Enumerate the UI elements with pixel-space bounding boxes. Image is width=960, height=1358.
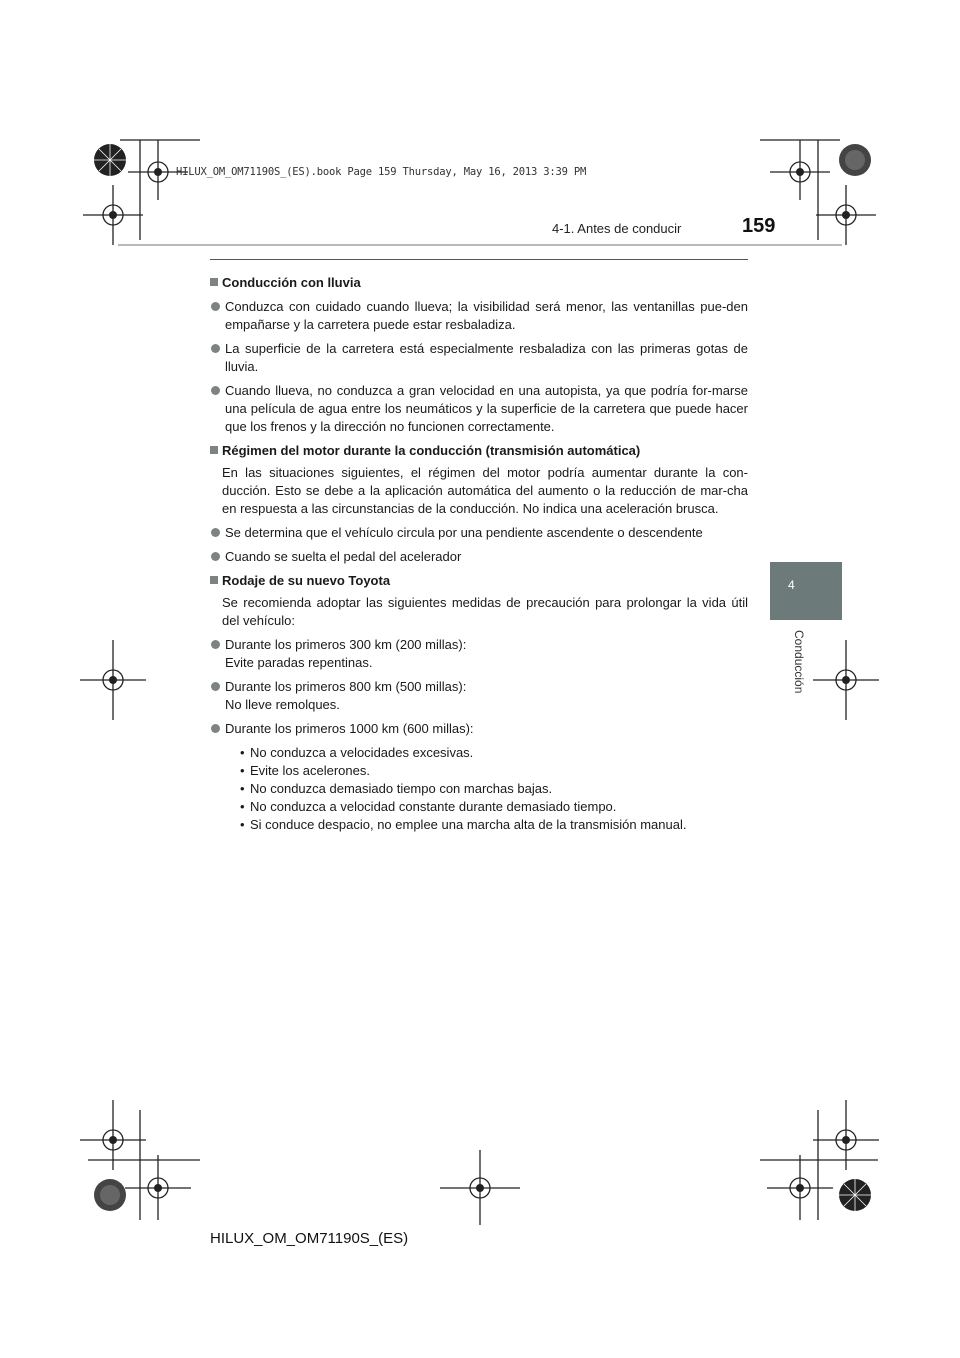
heading-engine-speed: Régimen del motor durante la conducción (transmisión automática) xyxy=(210,442,748,460)
chapter-label: Conducción xyxy=(792,630,806,694)
heading-break-in: Rodaje de su nuevo Toyota xyxy=(210,572,748,590)
document-code: HILUX_OM_OM71190S_(ES) xyxy=(210,1230,409,1247)
list-item: Cuando llueva, no conduzca a gran velocidad en una autopista, ya que podría for-marse una película de agua entre los neumáticos y la superficie de la carretera que puede hacer que los frenos y la dirección no funcionen correctamente. xyxy=(210,382,748,436)
section-title: 4-1. Antes de conducir xyxy=(552,221,682,236)
list-item xyxy=(210,636,748,672)
list-item-line: Durante los primeros 300 km (200 millas): xyxy=(225,637,467,652)
paragraph: En las situaciones siguientes, el régimen del motor podría aumentar durante la con-ducción. Esto se debe a la aplicación automática del aumento o la reducción de mar-cha en respuesta a las circunstancias de la conducción. No indica una aceleración brusca. xyxy=(222,465,748,516)
sub-list-item: • No conduzca a velocidad constante durante demasiado tiempo. xyxy=(240,798,748,816)
list-item: Cuando se suelta el pedal del acelerador xyxy=(210,548,748,566)
print-stamp: HILUX_OM_OM71190S_(ES).book Page 159 Thursday, May 16, 2013 3:39 PM xyxy=(176,166,587,178)
sub-list xyxy=(210,744,748,834)
sub-list-item: • No conduzca demasiado tiempo con marchas bajas. xyxy=(240,780,748,798)
list-item-line: Evite paradas repentinas. xyxy=(225,655,373,670)
header-rule xyxy=(118,244,842,246)
paragraph: Se recomienda adoptar las siguientes medidas de precaución para prolongar la vida útil del vehículo: xyxy=(222,595,748,628)
list-item: Conduzca con cuidado cuando llueva; la visibilidad será menor, las ventanillas pue-den empañarse y la carretera puede estar resbaladiza. xyxy=(210,298,748,334)
list-item-line: Durante los primeros 800 km (500 millas): xyxy=(225,679,467,694)
sub-list-item: • Evite los acelerones. xyxy=(240,762,748,780)
sub-list-item: • No conduzca a velocidades excesivas. xyxy=(240,744,748,762)
page-content xyxy=(210,268,748,834)
page-number: 159 xyxy=(742,215,776,237)
sub-list-item: • Si conduce despacio, no emplee una marcha alta de la transmisión manual. xyxy=(240,816,748,834)
content-rule xyxy=(210,259,748,260)
list-item: La superficie de la carretera está especialmente resbaladiza con las primeras gotas de lluvia. xyxy=(210,340,748,376)
heading-rain: Conducción con lluvia xyxy=(210,274,748,292)
chapter-tab xyxy=(770,562,842,620)
list-item: Durante los primeros 1000 km (600 millas): xyxy=(210,720,748,738)
list-item-line: No lleve remolques. xyxy=(225,697,340,712)
list-item xyxy=(210,678,748,714)
chapter-number: 4 xyxy=(788,578,795,592)
list-item: Se determina que el vehículo circula por una pendiente ascendente o descendente xyxy=(210,524,748,542)
